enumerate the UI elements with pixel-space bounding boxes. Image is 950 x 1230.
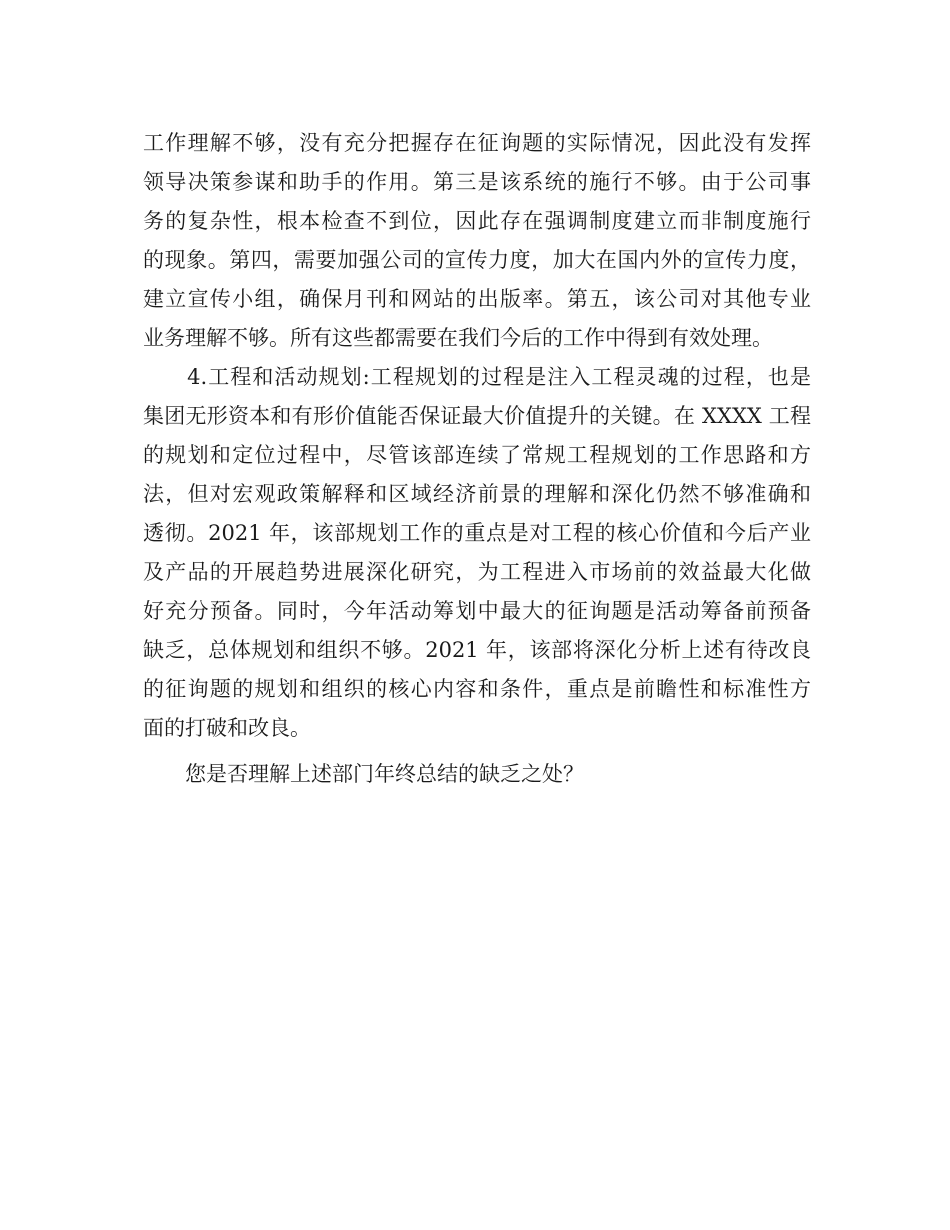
- text-line: 透彻。2021 年，该部规划工作的重点是对工程的核心价值和今后产业: [143, 521, 811, 545]
- text-line: 面的打破和改良。: [143, 716, 311, 740]
- text-line: 法，但对宏观政策解释和区域经济前景的理解和深化仍然不够准确和: [143, 482, 811, 506]
- paragraph-project-planning: [143, 358, 811, 748]
- text-line: 的规划和定位过程中，尽管该部连续了常规工程规划的工作思路和方: [143, 443, 811, 467]
- text-line: 的现象。第四，需要加强公司的宣传力度，加大在国内外的宣传力度，: [143, 248, 811, 272]
- text-line: 4.工程和活动规划:工程规划的过程是注入工程灵魂的过程，也是: [143, 365, 811, 389]
- paragraph-continued: [143, 124, 811, 358]
- text-line: 好充分预备。同时，今年活动筹划中最大的征询题是活动筹备前预备: [143, 599, 811, 623]
- text-line: 缺乏，总体规划和组织不够。2021 年，该部将深化分析上述有待改良: [143, 638, 811, 662]
- text-line: 务的复杂性，根本检查不到位，因此存在强调制度建立而非制度施行: [143, 209, 811, 233]
- closing-question: 您是否理解上述部门年终总结的缺乏之处？: [185, 762, 584, 786]
- document-body: [143, 124, 811, 794]
- text-line: 业务理解不够。所有这些都需要在我们今后的工作中得到有效处理。: [143, 326, 773, 350]
- text-line: 集团无形资本和有形价值能否保证最大价值提升的关键。在 XXXX 工程: [143, 404, 811, 428]
- text-line: 建立宣传小组，确保月刊和网站的出版率。第五，该公司对其他专业: [143, 287, 811, 311]
- text-line: 的征询题的规划和组织的核心内容和条件，重点是前瞻性和标准性方: [143, 677, 811, 701]
- text-line: 工作理解不够，没有充分把握存在征询题的实际情况，因此没有发挥: [143, 131, 811, 155]
- text-line: 领导决策参谋和助手的作用。第三是该系统的施行不够。由于公司事: [143, 170, 811, 194]
- text-line: 及产品的开展趋势进展深化研究，为工程进入市场前的效益最大化做: [143, 560, 811, 584]
